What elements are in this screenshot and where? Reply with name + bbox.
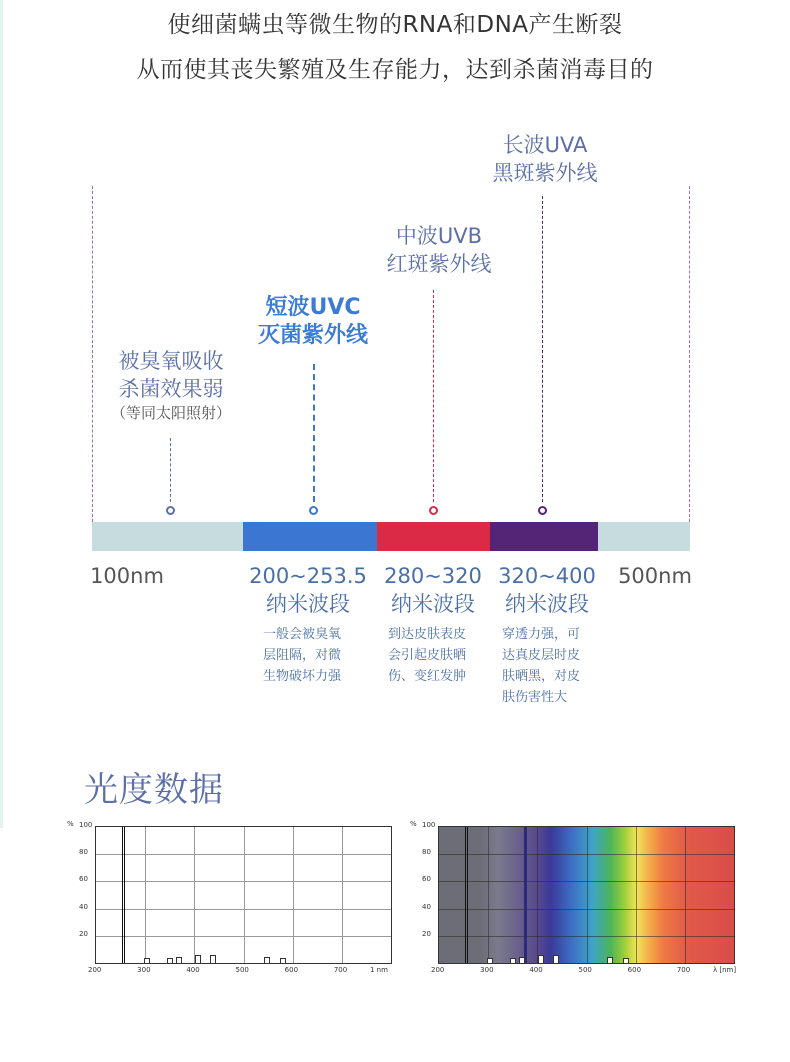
- desc-uvc-line: 生物破坏力强: [263, 669, 342, 684]
- band-left-light: [92, 522, 243, 551]
- x-tick-label: 200: [431, 966, 445, 974]
- range-uvb: [372, 562, 494, 618]
- range-right: 500nm: [618, 564, 692, 588]
- main-peak-line: [467, 827, 468, 963]
- y-tick-label: 100: [79, 821, 93, 829]
- desc-uvb: [388, 624, 466, 687]
- y-tick-label: 20: [422, 929, 431, 938]
- spectral-line-bar: [607, 957, 613, 963]
- x-tick-label: 300: [480, 966, 494, 974]
- main-peak-line: [124, 827, 125, 963]
- chart-plot-area: [438, 826, 735, 964]
- spectral-line-bar: [195, 955, 201, 963]
- band-right-light: [598, 522, 690, 551]
- band-uvb: [377, 522, 490, 551]
- desc-uva-line: 穿透力强，可: [502, 627, 581, 642]
- gridline-vertical: [587, 827, 588, 963]
- ozone-line-3: （等同太阳照射）: [110, 404, 231, 422]
- desc-uva-line: 肤伤害性大: [502, 690, 568, 705]
- y-unit-label: %: [410, 820, 417, 828]
- uva-label: [462, 131, 628, 187]
- gridline-vertical: [293, 827, 294, 963]
- ozone-line-2: 杀菌效果弱: [118, 377, 224, 401]
- ozone-pointer-line: [170, 438, 171, 502]
- gridline-vertical: [488, 827, 489, 963]
- spectral-line-bar: [280, 958, 286, 963]
- range-left: 100nm: [90, 564, 164, 588]
- uv-marker-line: [524, 827, 527, 963]
- gridline-vertical: [537, 827, 538, 963]
- gridline-vertical: [244, 827, 245, 963]
- x-tick-label: 600: [627, 966, 642, 974]
- range-uva-unit: 纳米波段: [505, 592, 589, 616]
- desc-uvc-line: 层阻隔，对微: [263, 648, 342, 663]
- range-uvc: [238, 562, 378, 618]
- range-uvb-value: 280~320: [384, 564, 482, 588]
- desc-uva-line: 肤晒黑，对皮: [502, 669, 581, 684]
- header-line-1: 使细菌螨虫等微生物的RNA和DNA产生断裂: [167, 12, 623, 38]
- x-unit-label: λ [nm]: [713, 966, 737, 974]
- desc-uvc: [263, 624, 341, 687]
- desc-uvb-line: 伤、变红发肿: [388, 669, 467, 684]
- uvc-subtitle: 灭菌紫外线: [257, 323, 368, 348]
- uvc-label: [230, 294, 396, 350]
- spectral-line-bar: [553, 955, 559, 963]
- x-tick-label: 400: [186, 966, 200, 974]
- left-accent-bar: [0, 0, 3, 828]
- y-tick-label: 100: [422, 821, 436, 829]
- uvb-pointer-line: [433, 290, 434, 502]
- spectral-line-bar: [487, 958, 493, 963]
- spectrum-chart-colored: [404, 818, 744, 974]
- ozone-label: [88, 347, 254, 423]
- uva-title: 长波UVA: [502, 133, 588, 157]
- main-peak-line: [122, 827, 123, 963]
- main-peak-line: [465, 827, 466, 963]
- uvb-marker-dot: [429, 506, 438, 515]
- gridline-vertical: [342, 827, 343, 963]
- spectral-line-bar: [144, 958, 150, 963]
- y-tick-label: 80: [79, 848, 88, 857]
- x-tick-label: 600: [284, 966, 299, 974]
- y-tick-label: 60: [79, 875, 88, 884]
- x-tick-label: 400: [529, 966, 543, 974]
- boundary-line-right: [689, 186, 690, 522]
- section-title: 光度数据: [84, 770, 224, 810]
- gridline-vertical: [636, 827, 637, 963]
- y-tick-label: 40: [422, 902, 431, 911]
- uva-marker-dot: [538, 506, 547, 515]
- spectral-line-bar: [519, 957, 525, 963]
- x-tick-label: 700: [676, 966, 691, 974]
- uva-subtitle: 黑斑紫外线: [492, 161, 598, 185]
- x-tick-label: 700: [333, 966, 348, 974]
- spectral-line-bar: [538, 955, 544, 963]
- uvb-label: [356, 222, 522, 278]
- y-unit-label: %: [67, 820, 74, 828]
- spectral-line-bar: [176, 957, 182, 963]
- band-uvc: [243, 522, 377, 551]
- x-unit-label: 1 nm: [370, 966, 388, 974]
- spectral-line-bar: [167, 958, 173, 963]
- ozone-marker-dot: [166, 506, 175, 515]
- chart-plot-area: [95, 826, 392, 964]
- range-uvc-value: 200~253.5: [249, 564, 367, 588]
- range-uvb-unit: 纳米波段: [391, 592, 475, 616]
- desc-uvb-line: 会引起皮肤晒: [388, 648, 467, 663]
- spectrum-chart-plain: [66, 818, 396, 974]
- uvc-title: 短波UVC: [265, 295, 361, 320]
- band-uva: [490, 522, 598, 551]
- range-uva: [486, 562, 608, 618]
- x-tick-label: 300: [137, 966, 151, 974]
- x-tick-label: 200: [88, 966, 102, 974]
- desc-uvb-line: 到达皮肤表皮: [388, 627, 467, 642]
- desc-uvc-line: 一般会被臭氧: [263, 627, 342, 642]
- spectral-line-bar: [510, 958, 516, 963]
- spectral-line-bar: [210, 955, 216, 963]
- spectral-line-bar: [623, 958, 629, 963]
- desc-uva-line: 达真皮层时皮: [502, 648, 581, 663]
- uvb-subtitle: 红斑紫外线: [386, 252, 492, 276]
- range-uvc-unit: 纳米波段: [266, 592, 350, 616]
- desc-uva: [502, 624, 580, 708]
- uvb-title: 中波UVB: [395, 224, 483, 248]
- uvc-pointer-line: [313, 364, 315, 502]
- x-tick-label: 500: [578, 966, 592, 974]
- gridline-vertical: [194, 827, 195, 963]
- gridline-vertical: [685, 827, 686, 963]
- uvc-marker-dot: [309, 506, 318, 515]
- range-uva-value: 320~400: [498, 564, 596, 588]
- y-tick-label: 40: [79, 902, 88, 911]
- ozone-line-1: 被臭氧吸收: [118, 349, 224, 373]
- y-tick-label: 80: [422, 848, 431, 857]
- spectral-line-bar: [264, 957, 270, 963]
- y-tick-label: 60: [422, 875, 431, 884]
- uva-pointer-line: [542, 196, 543, 502]
- x-tick-label: 500: [235, 966, 249, 974]
- header-line-2: 从而使其丧失繁殖及生存能力，达到杀菌消毒目的: [136, 57, 654, 83]
- gridline-vertical: [145, 827, 146, 963]
- y-tick-label: 20: [79, 929, 88, 938]
